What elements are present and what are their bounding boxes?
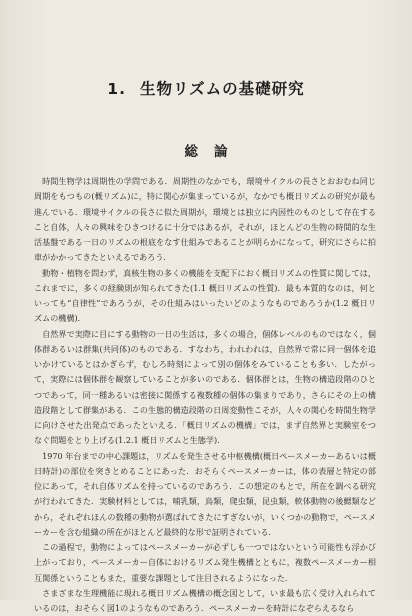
- paragraph: 動物・植物を問わず，真核生物の多くの機能を支配下におく概日リズムの性質に関しては，これまでに，多くの経験則が知られてきた(1.1 概日リズムの性質)．最も本質的なのは，何といっても“自律性”であろうが，その仕組みはいったいどのようなものであろうか(1.2 概日リズムの機構)．: [34, 267, 376, 324]
- paragraph: 時間生物学は周期性の学問である．周期性のなかでも，環境サイクルの長さとおおむね同じ周期をもつもの(概リズム)に，特に関心が集まっているが，なかでも概日リズムの研究が最も進んでいる．環境サイクルの長さに似た周期が，環境とは独立に内因性のものとして存在すること自体，人々の興味をひきつけるに十分ではあるが，それが，ほとんどの生物の時間的な生活基盤である一日のリズムの根底をなす仕組みであることが明らかになって，研究にさらに拍車がかかってきたといえるであろう．: [34, 176, 376, 263]
- paragraph: 1970 年台までの中心課題は，リズムを発生させる中枢機構(概日ペースメーカーあるいは概日時計)の部位を突きとめることにあった．おそらくペースメーカーは，体の表層と特定の部位にあって，それ自体リズムを持っているのであろう．この想定のもとで，所在を調べる研究が行われてきた．実験材料としては，哺乳類，鳥類，爬虫類，昆虫類，軟体動物の後鰓類などから，それぞれほんの数種の動物が選ばれてきたにすぎないが，いくつかの動物で，ペースメーカーを含む組織の所在がほとんど最終的な形で証明されている．: [34, 450, 376, 537]
- paragraph: さまざまな生理機能に現れる概日リズム機構の概念図として，いま最も広く受け入れられているのは，おそらく図1のようなものであろう．ペースメーカーを時計になぞらえるなら: [34, 587, 376, 613]
- paragraph: 自然界で実際に目にする動物の一日の生活は，多くの場合，個体レベルのものではなく，個体群あるいは群集(共同体)のものである．すなわち，われわれは，自然界で常に同一個体を追いかけているとはかぎらず，むしろ時刻によって別の個体をみていることも多い．したがって，実際には個体群を観察していることが多いのである．個体群とは，生物の構造段階のひとつであって，同一種あるいは密接に関係する複数種の個体の集まりであり，さらにその上の構造段階として群集がある．この生態的構造段階の日周変動性こそが，人々の関心を時間生物学に向けさせた出発点であったといえる．「概日リズムの機構」では，まず自然界と実験室をつなぐ問題をとり上げる(1.2.1 概日リズムと生態学)．: [34, 328, 376, 446]
- body-text: [34, 174, 376, 616]
- chapter-heading: [0, 77, 412, 99]
- chapter-title: 生物リズムの基礎研究: [139, 80, 305, 98]
- chapter-number: 1.: [107, 80, 126, 98]
- paragraph: この過程で，動物によってはペースメーカーが必ずしも一つではないという可能性も浮かび上がっており，ペースメーカー自体におけるリズム発生機構とともに，複数ペースメーカー相互関係ということもまた，重要な課題として注目されるようになった．: [34, 542, 376, 583]
- section-heading: 総論: [184, 144, 244, 160]
